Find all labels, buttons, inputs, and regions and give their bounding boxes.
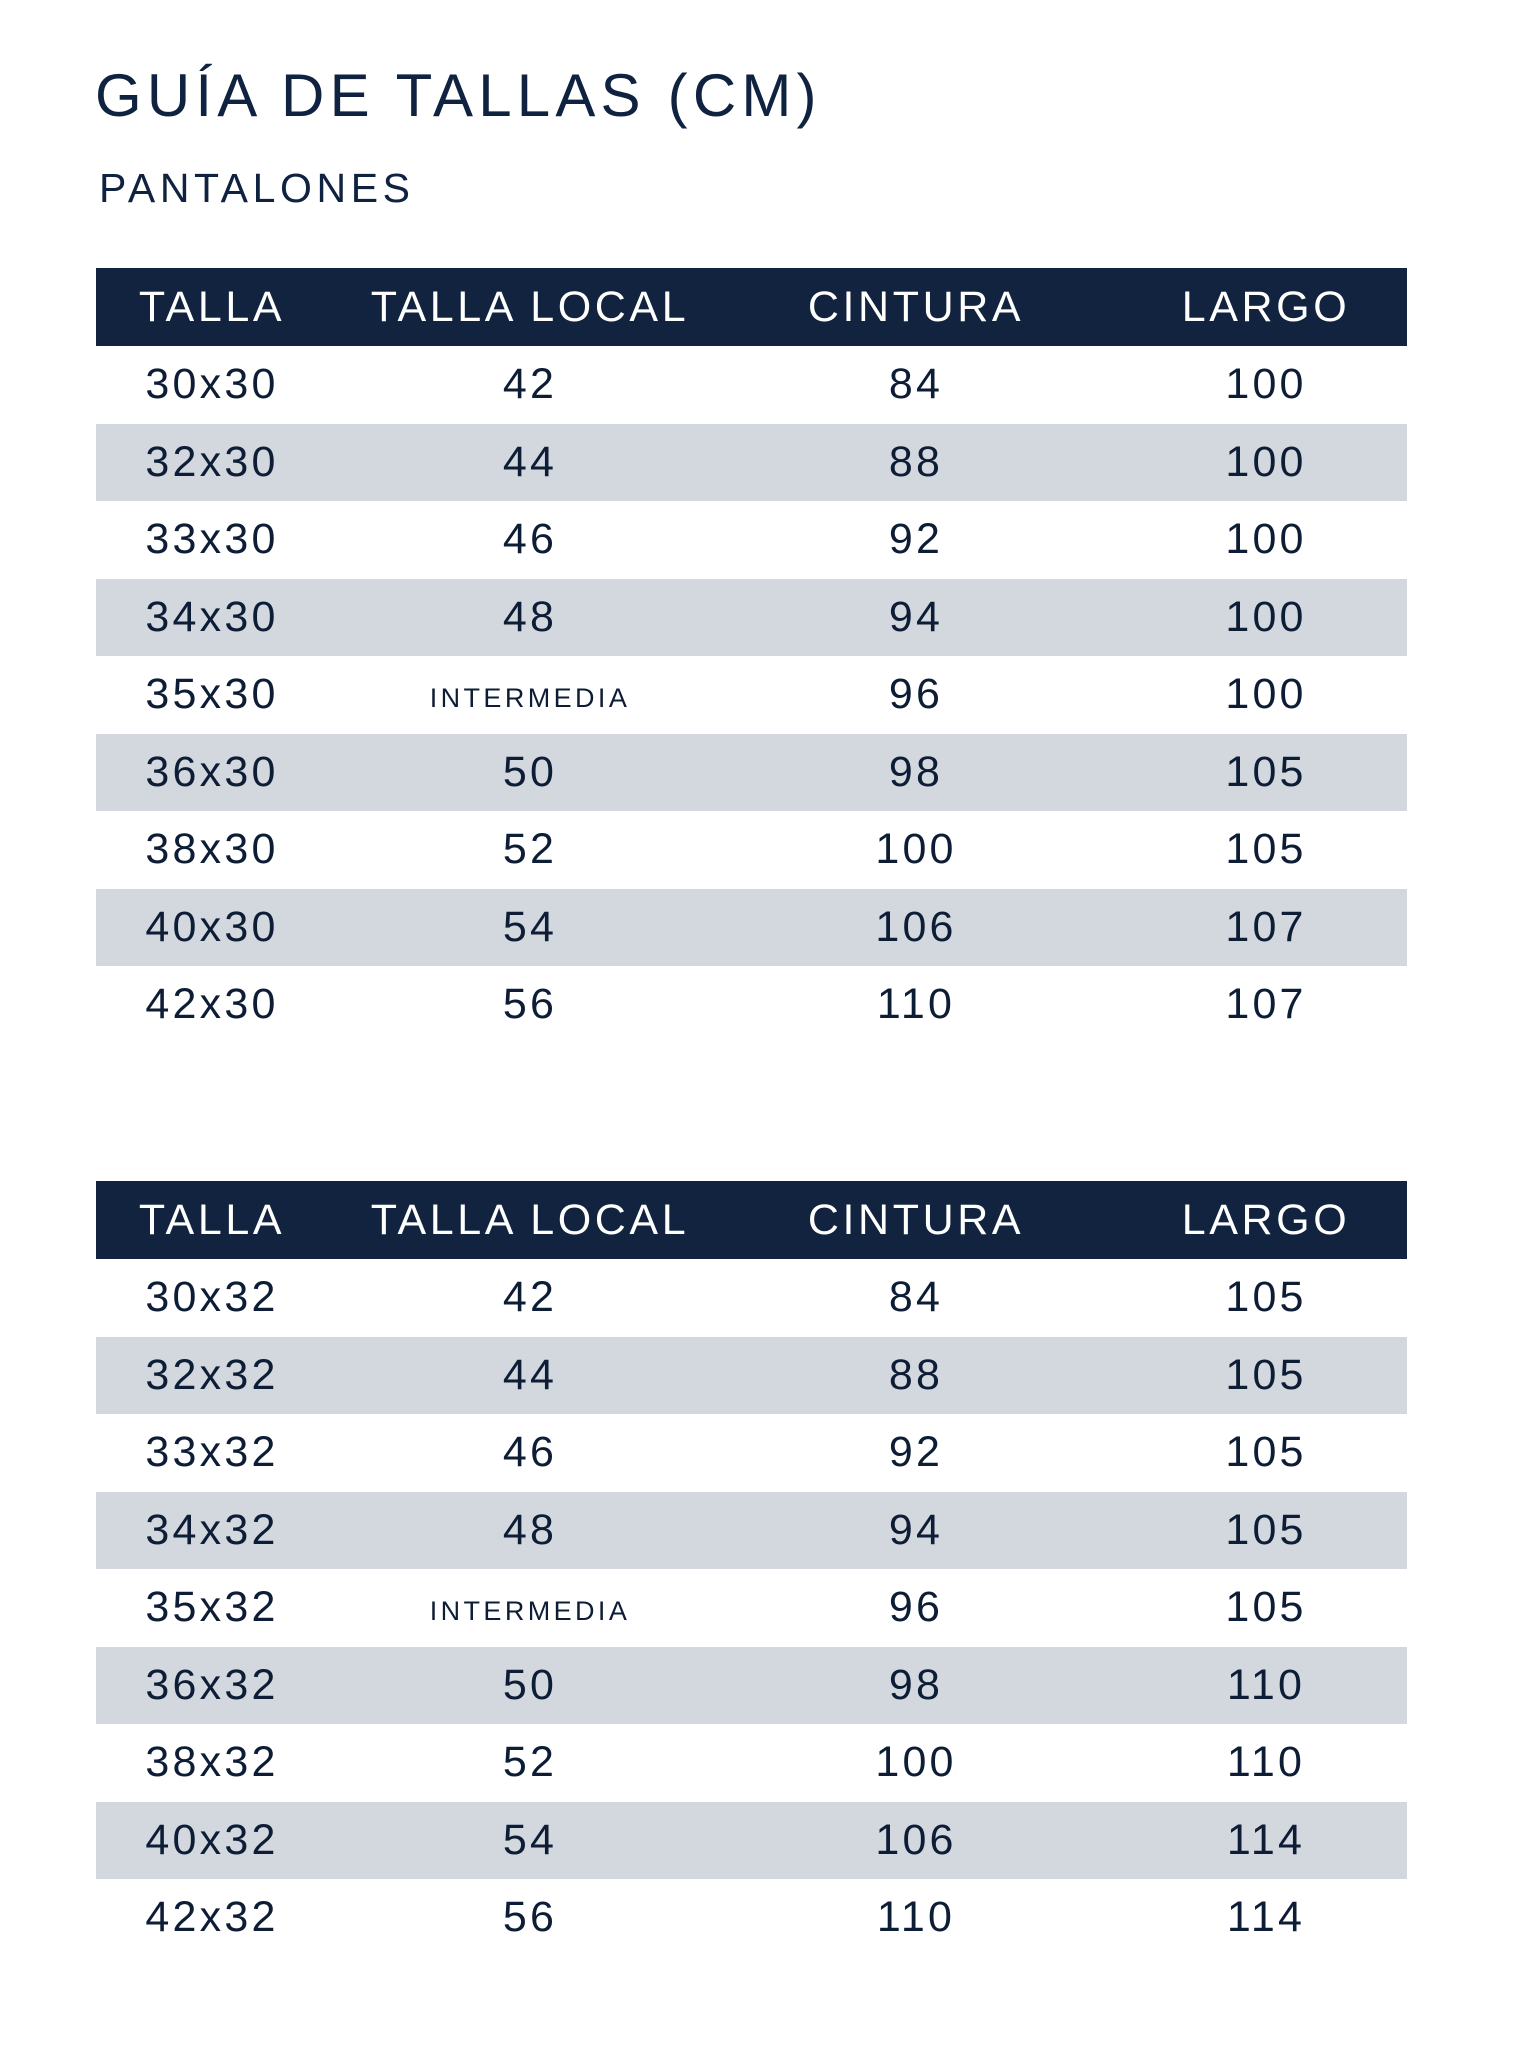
table-row: [96, 811, 1407, 889]
cell-largo: 105: [1225, 1350, 1307, 1399]
cell-talla-local: 48: [502, 592, 558, 641]
cell-talla-local: 54: [502, 902, 558, 951]
cell-talla-local: 50: [502, 747, 558, 796]
table-row: [96, 966, 1407, 1044]
cell-talla: 33x32: [145, 1428, 279, 1477]
cell-talla-local: 44: [502, 437, 558, 486]
cell-talla-local: 44: [502, 1350, 558, 1399]
cell-talla: 30x30: [145, 360, 279, 409]
cell-talla: 34x30: [145, 592, 279, 641]
cell-largo: 100: [1225, 515, 1307, 564]
cell-cintura: 106: [875, 1815, 957, 1864]
table-row: [96, 579, 1407, 657]
cell-largo: 110: [1226, 1660, 1306, 1709]
table-row: [96, 1259, 1407, 1337]
column-header-largo: LARGO: [1181, 1195, 1351, 1244]
cell-largo: 105: [1225, 1505, 1307, 1554]
table-header-row: [96, 1181, 1407, 1259]
cell-cintura: 94: [888, 592, 944, 641]
column-header-cintura: CINTURA: [807, 282, 1025, 331]
table-row: [96, 1879, 1407, 1957]
cell-cintura: 84: [888, 360, 944, 409]
size-table-inseam-30: [96, 268, 1407, 1044]
cell-talla: 32x30: [145, 437, 279, 486]
cell-cintura: 92: [888, 515, 944, 564]
cell-talla: 42x32: [145, 1893, 279, 1942]
table-header-row: [96, 268, 1407, 346]
cell-talla: 40x30: [145, 902, 279, 951]
cell-largo: 107: [1225, 902, 1307, 951]
cell-cintura: 98: [888, 747, 944, 796]
cell-talla: 36x32: [145, 1660, 279, 1709]
table-row: [96, 1647, 1407, 1725]
cell-talla-local: 54: [502, 1815, 558, 1864]
cell-largo: 114: [1226, 1815, 1306, 1864]
cell-cintura: 98: [888, 1660, 944, 1709]
column-header-talla-local: TALLA LOCAL: [370, 282, 690, 331]
cell-talla-local: 52: [502, 825, 558, 874]
cell-largo: 105: [1225, 1428, 1307, 1477]
cell-largo: 105: [1225, 825, 1307, 874]
table-row: [96, 1802, 1407, 1880]
cell-talla-local: 46: [502, 515, 558, 564]
table-row: [96, 501, 1407, 579]
cell-talla-local: 50: [502, 1660, 558, 1709]
size-table-inseam-32: [96, 1181, 1407, 1957]
table-row: [96, 1337, 1407, 1415]
cell-cintura: 88: [888, 1350, 944, 1399]
cell-talla-local: 46: [502, 1428, 558, 1477]
cell-talla: 38x30: [145, 825, 279, 874]
table-row: [96, 1569, 1407, 1647]
cell-talla-local: 42: [502, 1273, 558, 1322]
cell-talla-local-intermedia: INTERMEDIA: [429, 1596, 631, 1627]
cell-talla: 42x30: [145, 980, 279, 1029]
cell-largo: 105: [1225, 1583, 1307, 1632]
cell-talla: 40x32: [145, 1815, 279, 1864]
table-row: [96, 1492, 1407, 1570]
cell-largo: 105: [1225, 1273, 1307, 1322]
cell-cintura: 100: [875, 1738, 957, 1787]
cell-largo: 100: [1225, 437, 1307, 486]
cell-largo: 107: [1225, 980, 1307, 1029]
column-header-largo: LARGO: [1181, 282, 1351, 331]
cell-cintura: 110: [876, 980, 956, 1029]
cell-cintura: 96: [888, 1583, 944, 1632]
table-row: [96, 734, 1407, 812]
cell-talla: 38x32: [145, 1738, 279, 1787]
cell-talla-local-intermedia: INTERMEDIA: [429, 683, 631, 714]
cell-talla: 30x32: [145, 1273, 279, 1322]
cell-cintura: 100: [875, 825, 957, 874]
column-header-cintura: CINTURA: [807, 1195, 1025, 1244]
cell-largo: 110: [1226, 1738, 1306, 1787]
table-row: [96, 889, 1407, 967]
cell-largo: 114: [1226, 1893, 1306, 1942]
cell-talla: 36x30: [145, 747, 279, 796]
table-row: [96, 1414, 1407, 1492]
cell-talla: 35x30: [145, 670, 279, 719]
page-title: GUÍA DE TALLAS (CM): [95, 62, 822, 129]
table-row: [96, 346, 1407, 424]
table-row: [96, 424, 1407, 502]
cell-talla-local: 42: [502, 360, 558, 409]
column-header-talla: TALLA: [138, 282, 286, 331]
cell-talla-local: 52: [502, 1738, 558, 1787]
cell-talla-local: 56: [502, 1893, 558, 1942]
cell-largo: 100: [1225, 360, 1307, 409]
cell-cintura: 92: [888, 1428, 944, 1477]
cell-cintura: 88: [888, 437, 944, 486]
table-row: [96, 1724, 1407, 1802]
section-subtitle: PANTALONES: [99, 165, 415, 211]
cell-talla: 35x32: [145, 1583, 279, 1632]
cell-talla-local: 56: [502, 980, 558, 1029]
table-row: [96, 656, 1407, 734]
cell-largo: 100: [1225, 670, 1307, 719]
cell-talla: 33x30: [145, 515, 279, 564]
cell-largo: 105: [1225, 747, 1307, 796]
column-header-talla: TALLA: [138, 1195, 286, 1244]
column-header-talla-local: TALLA LOCAL: [370, 1195, 690, 1244]
cell-cintura: 106: [875, 902, 957, 951]
cell-talla: 32x32: [145, 1350, 279, 1399]
cell-largo: 100: [1225, 592, 1307, 641]
cell-cintura: 94: [888, 1505, 944, 1554]
cell-cintura: 96: [888, 670, 944, 719]
cell-talla: 34x32: [145, 1505, 279, 1554]
cell-talla-local: 48: [502, 1505, 558, 1554]
cell-cintura: 84: [888, 1273, 944, 1322]
cell-cintura: 110: [876, 1893, 956, 1942]
